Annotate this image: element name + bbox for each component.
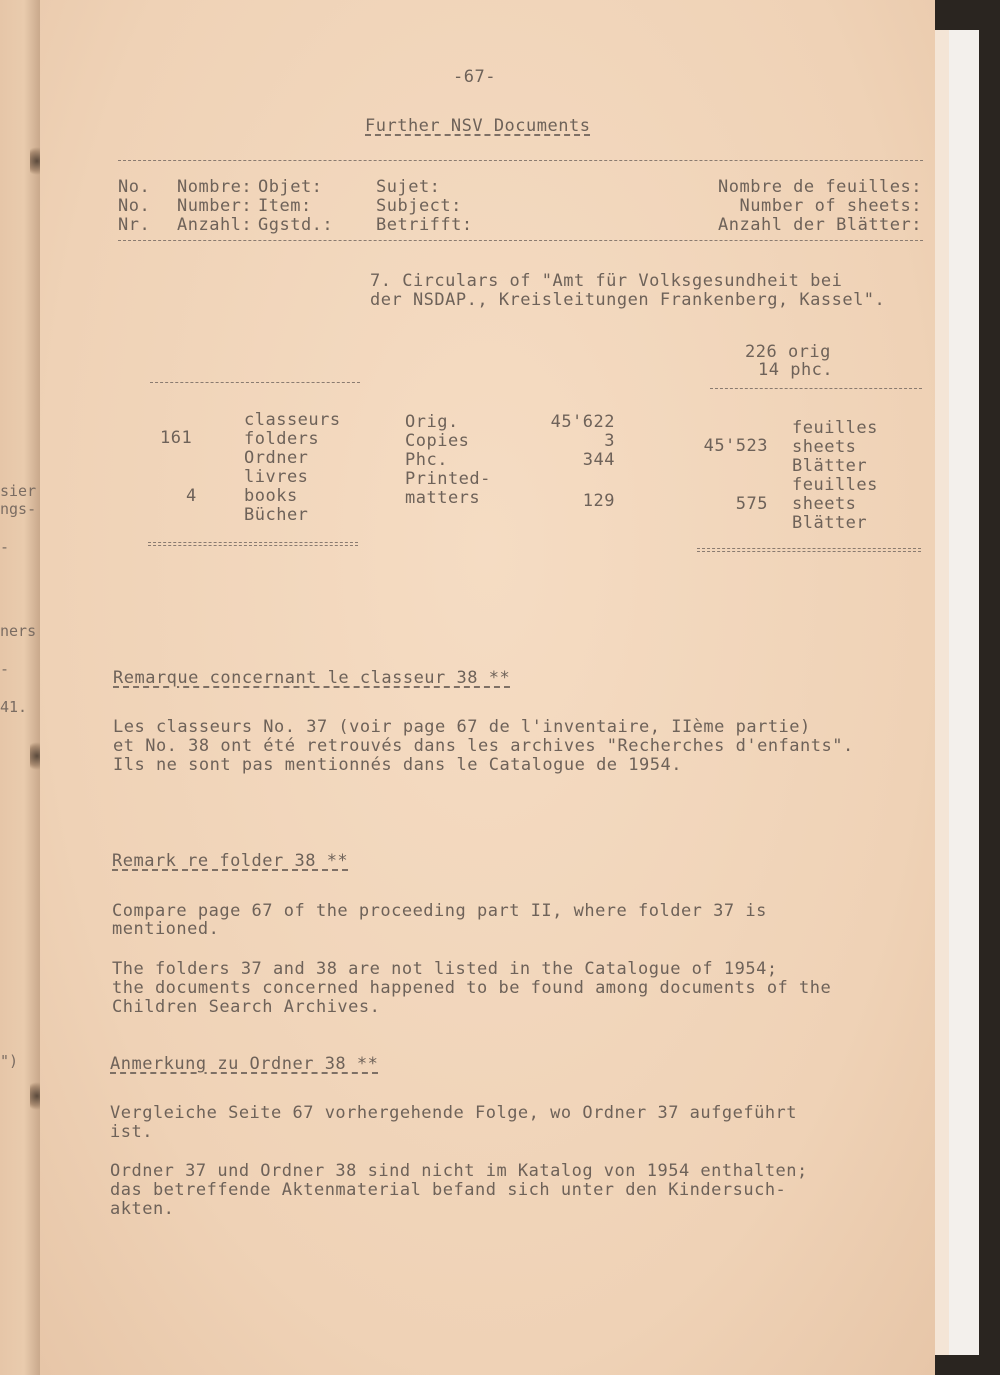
remark-line: Compare page 67 of the proceeding part II, where folder 37 is [112, 901, 767, 921]
left-fragment: ngs- [0, 500, 37, 518]
adjacent-page-strip [0, 0, 40, 1375]
summary-type: matters [405, 488, 481, 508]
header-sheets-de: Anzahl der Blätter: [718, 215, 922, 235]
anmerkung-line: das betreffende Aktenmaterial befand sich unter den Kindersuch- [110, 1180, 787, 1200]
summary-type: Phc. [405, 450, 448, 470]
entry-line: 7. Circulars of "Amt für Volksgesundheit bei [370, 271, 843, 291]
summary-type: Orig. [405, 412, 459, 432]
left-fragment: - [0, 660, 10, 678]
left-fragment: ") [0, 1052, 19, 1070]
header-subject-de: Betrifft: [376, 215, 473, 235]
entry-line: der NSDAP., Kreisleitungen Frankenberg, Kassel". [370, 290, 886, 310]
left-fragment: - [0, 538, 10, 556]
remark-line: the documents concerned happened to be found among documents of the [112, 978, 832, 998]
summary-sheet-label: sheets [792, 437, 857, 457]
summary-count: 161 [160, 428, 193, 448]
summary-object: livres [244, 467, 309, 487]
left-fragment: 41. [0, 698, 28, 716]
remarque-line: et No. 38 ont été retrouvés dans les archives "Recherches d'enfants". [113, 736, 854, 756]
summary-type: Copies [405, 431, 470, 451]
summary-type-value: 129 [582, 491, 615, 511]
summary-sheet-label: Blätter [792, 513, 868, 533]
page-edge [949, 30, 979, 1355]
summary-type-value: 45'622 [550, 412, 615, 432]
summary-sheet-total: 575 [735, 494, 768, 514]
header-no-de: Nr. [118, 215, 151, 235]
summary-type: Printed- [405, 469, 491, 489]
anmerkung-line: ist. [110, 1122, 153, 1142]
page-number: -67- [453, 67, 496, 87]
page-edge [935, 30, 949, 1355]
summary-sheet-label: feuilles [792, 475, 878, 495]
summary-sheet-label: Blätter [792, 456, 868, 476]
summary-rule-left [150, 382, 360, 383]
entry-sheets: 14 phc. [758, 360, 834, 380]
anmerkung-line: Vergleiche Seite 67 vorhergehende Folge, wo Ordner 37 aufgeführt [110, 1103, 798, 1123]
entry-sheets: 226 orig [745, 342, 831, 362]
header-item-fr: Objet: [258, 177, 323, 197]
summary-count: 4 [186, 486, 197, 506]
remark-line: The folders 37 and 38 are not listed in the Catalogue of 1954; [112, 959, 778, 979]
header-rule-bottom [118, 240, 923, 241]
left-fragment: ners [0, 622, 37, 640]
header-sheets-en: Number of sheets: [739, 196, 922, 216]
left-fragment: sier [0, 482, 37, 500]
summary-object: Bücher [244, 505, 309, 525]
remarque-line: Ils ne sont pas mentionnés dans le Catalogue de 1954. [113, 755, 682, 775]
summary-object: folders [244, 429, 320, 449]
header-no-fr: No. [118, 177, 151, 197]
header-item-de: Ggstd.: [258, 215, 334, 235]
summary-type-value: 3 [604, 431, 615, 451]
summary-sheet-label: sheets [792, 494, 857, 514]
summary-sheet-total: 45'523 [703, 436, 768, 456]
header-count-de: Anzahl: [177, 215, 253, 235]
header-subject-fr: Sujet: [376, 177, 441, 197]
remarque-heading: Remarque concernant le classeur 38 ** [113, 668, 511, 688]
total-rule-right [697, 548, 921, 552]
total-rule-left [148, 542, 358, 546]
summary-type-value: 344 [582, 450, 615, 470]
anmerkung-line: Ordner 37 und Ordner 38 sind nicht im Katalog von 1954 enthalten; [110, 1161, 808, 1181]
remark-line: mentioned. [112, 919, 220, 939]
header-count-fr: Nombre: [177, 177, 253, 197]
remark-line: Children Search Archives. [112, 997, 381, 1017]
summary-sheet-label: feuilles [792, 418, 878, 438]
remarque-line: Les classeurs No. 37 (voir page 67 de l'inventaire, IIème partie) [113, 717, 811, 737]
header-sheets-fr: Nombre de feuilles: [718, 177, 922, 197]
page-title: Further NSV Documents [365, 116, 591, 136]
header-no-en: No. [118, 196, 151, 216]
header-rule-top [118, 160, 923, 161]
header-count-en: Number: [177, 196, 253, 216]
header-item-en: Item: [258, 196, 312, 216]
summary-rule-right [710, 388, 922, 389]
anmerkung-line: akten. [110, 1199, 175, 1219]
summary-object: books [244, 486, 298, 506]
summary-object: Ordner [244, 448, 309, 468]
header-subject-en: Subject: [376, 196, 462, 216]
remark-heading: Remark re folder 38 ** [112, 851, 349, 871]
anmerkung-heading: Anmerkung zu Ordner 38 ** [110, 1054, 379, 1074]
summary-object: classeurs [244, 410, 341, 430]
